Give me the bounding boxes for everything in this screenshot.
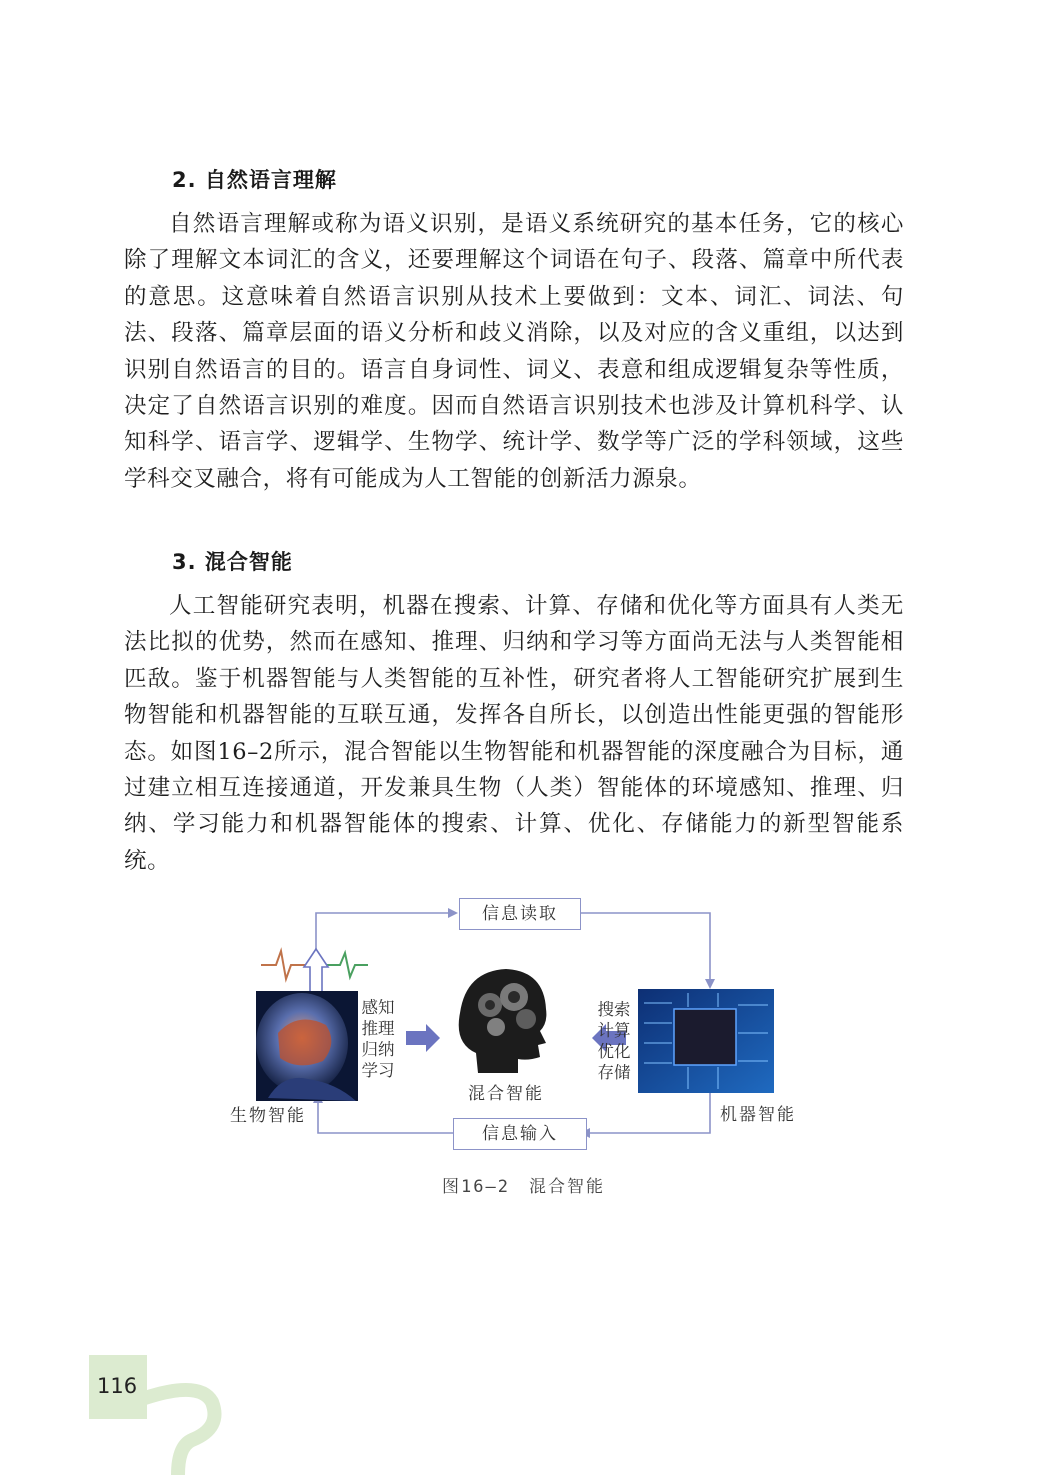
ability-label: 推理 [361, 1019, 395, 1038]
section-heading-nlu: 2. 自然语言理解 [172, 168, 337, 192]
paragraph-hybrid: 人工智能研究表明，机器在搜索、计算、存储和优化等方面具有人类无法比拟的优势，然而在感知、推理、归纳和学习等方面尚无法与人类智能相匹敌。鉴于机器智能与人类智能的互补性，研究者将人工智能研究扩展到生物智能和机器智能的互联互通，发挥各自所长，以创造出性能更强的智能形态。如图16–2所示，混合智能以生物智能和机器智能的深度融合为目标，通过建立相互连接通道，开发兼具生物（人类）智能体的环境感知、推理、归纳、学习能力和机器智能体的搜索、计算、优化、存储能力的新型智能系统。 [124, 593, 904, 874]
page-number: 116 [97, 1374, 138, 1398]
machine-intelligence-label: 机器智能 [720, 1105, 796, 1125]
biological-abilities-list [358, 997, 398, 1081]
section-heading-hybrid: 3. 混合智能 [172, 550, 293, 574]
ability-label: 学习 [361, 1061, 395, 1080]
hybrid-intelligence-figure [228, 893, 808, 1153]
ability-label: 归纳 [361, 1040, 395, 1059]
machine-abilities-list [594, 999, 634, 1083]
ability-label: 搜索 [597, 1000, 631, 1019]
info-read-box: 信息读取 [459, 898, 581, 930]
ability-label: 感知 [361, 998, 395, 1017]
biological-intelligence-label: 生物智能 [230, 1106, 306, 1126]
hybrid-intelligence-label: 混合智能 [468, 1084, 544, 1104]
figure-caption: 图16–2 混合智能 [442, 1177, 605, 1197]
info-input-box: 信息输入 [453, 1118, 587, 1150]
paragraph-nlu: 自然语言理解或称为语义识别，是语义系统研究的基本任务，它的核心除了理解文本词汇的含义，还要理解这个词语在句子、段落、篇章中所代表的意思。这意味着自然语言识别从技术上要做到：文本、词汇、词法、句法、段落、篇章层面的语义分析和歧义消除，以及对应的含义重组，以达到识别自然语言的目的。语言自身词性、词义、表意和组成逻辑复杂等性质，决定了自然语言识别的难度。因而自然语言识别技术也涉及计算机科学、认知科学、语言学、逻辑学、生物学、统计学、数学等广泛的学科领域，这些学科交叉融合，将有可能成为人工智能的创新活力源泉。 [124, 211, 904, 492]
ability-label: 优化 [597, 1042, 631, 1061]
ability-label: 计算 [597, 1021, 631, 1040]
page-decoration-swirl [140, 1380, 230, 1475]
ability-label: 存储 [597, 1063, 631, 1082]
